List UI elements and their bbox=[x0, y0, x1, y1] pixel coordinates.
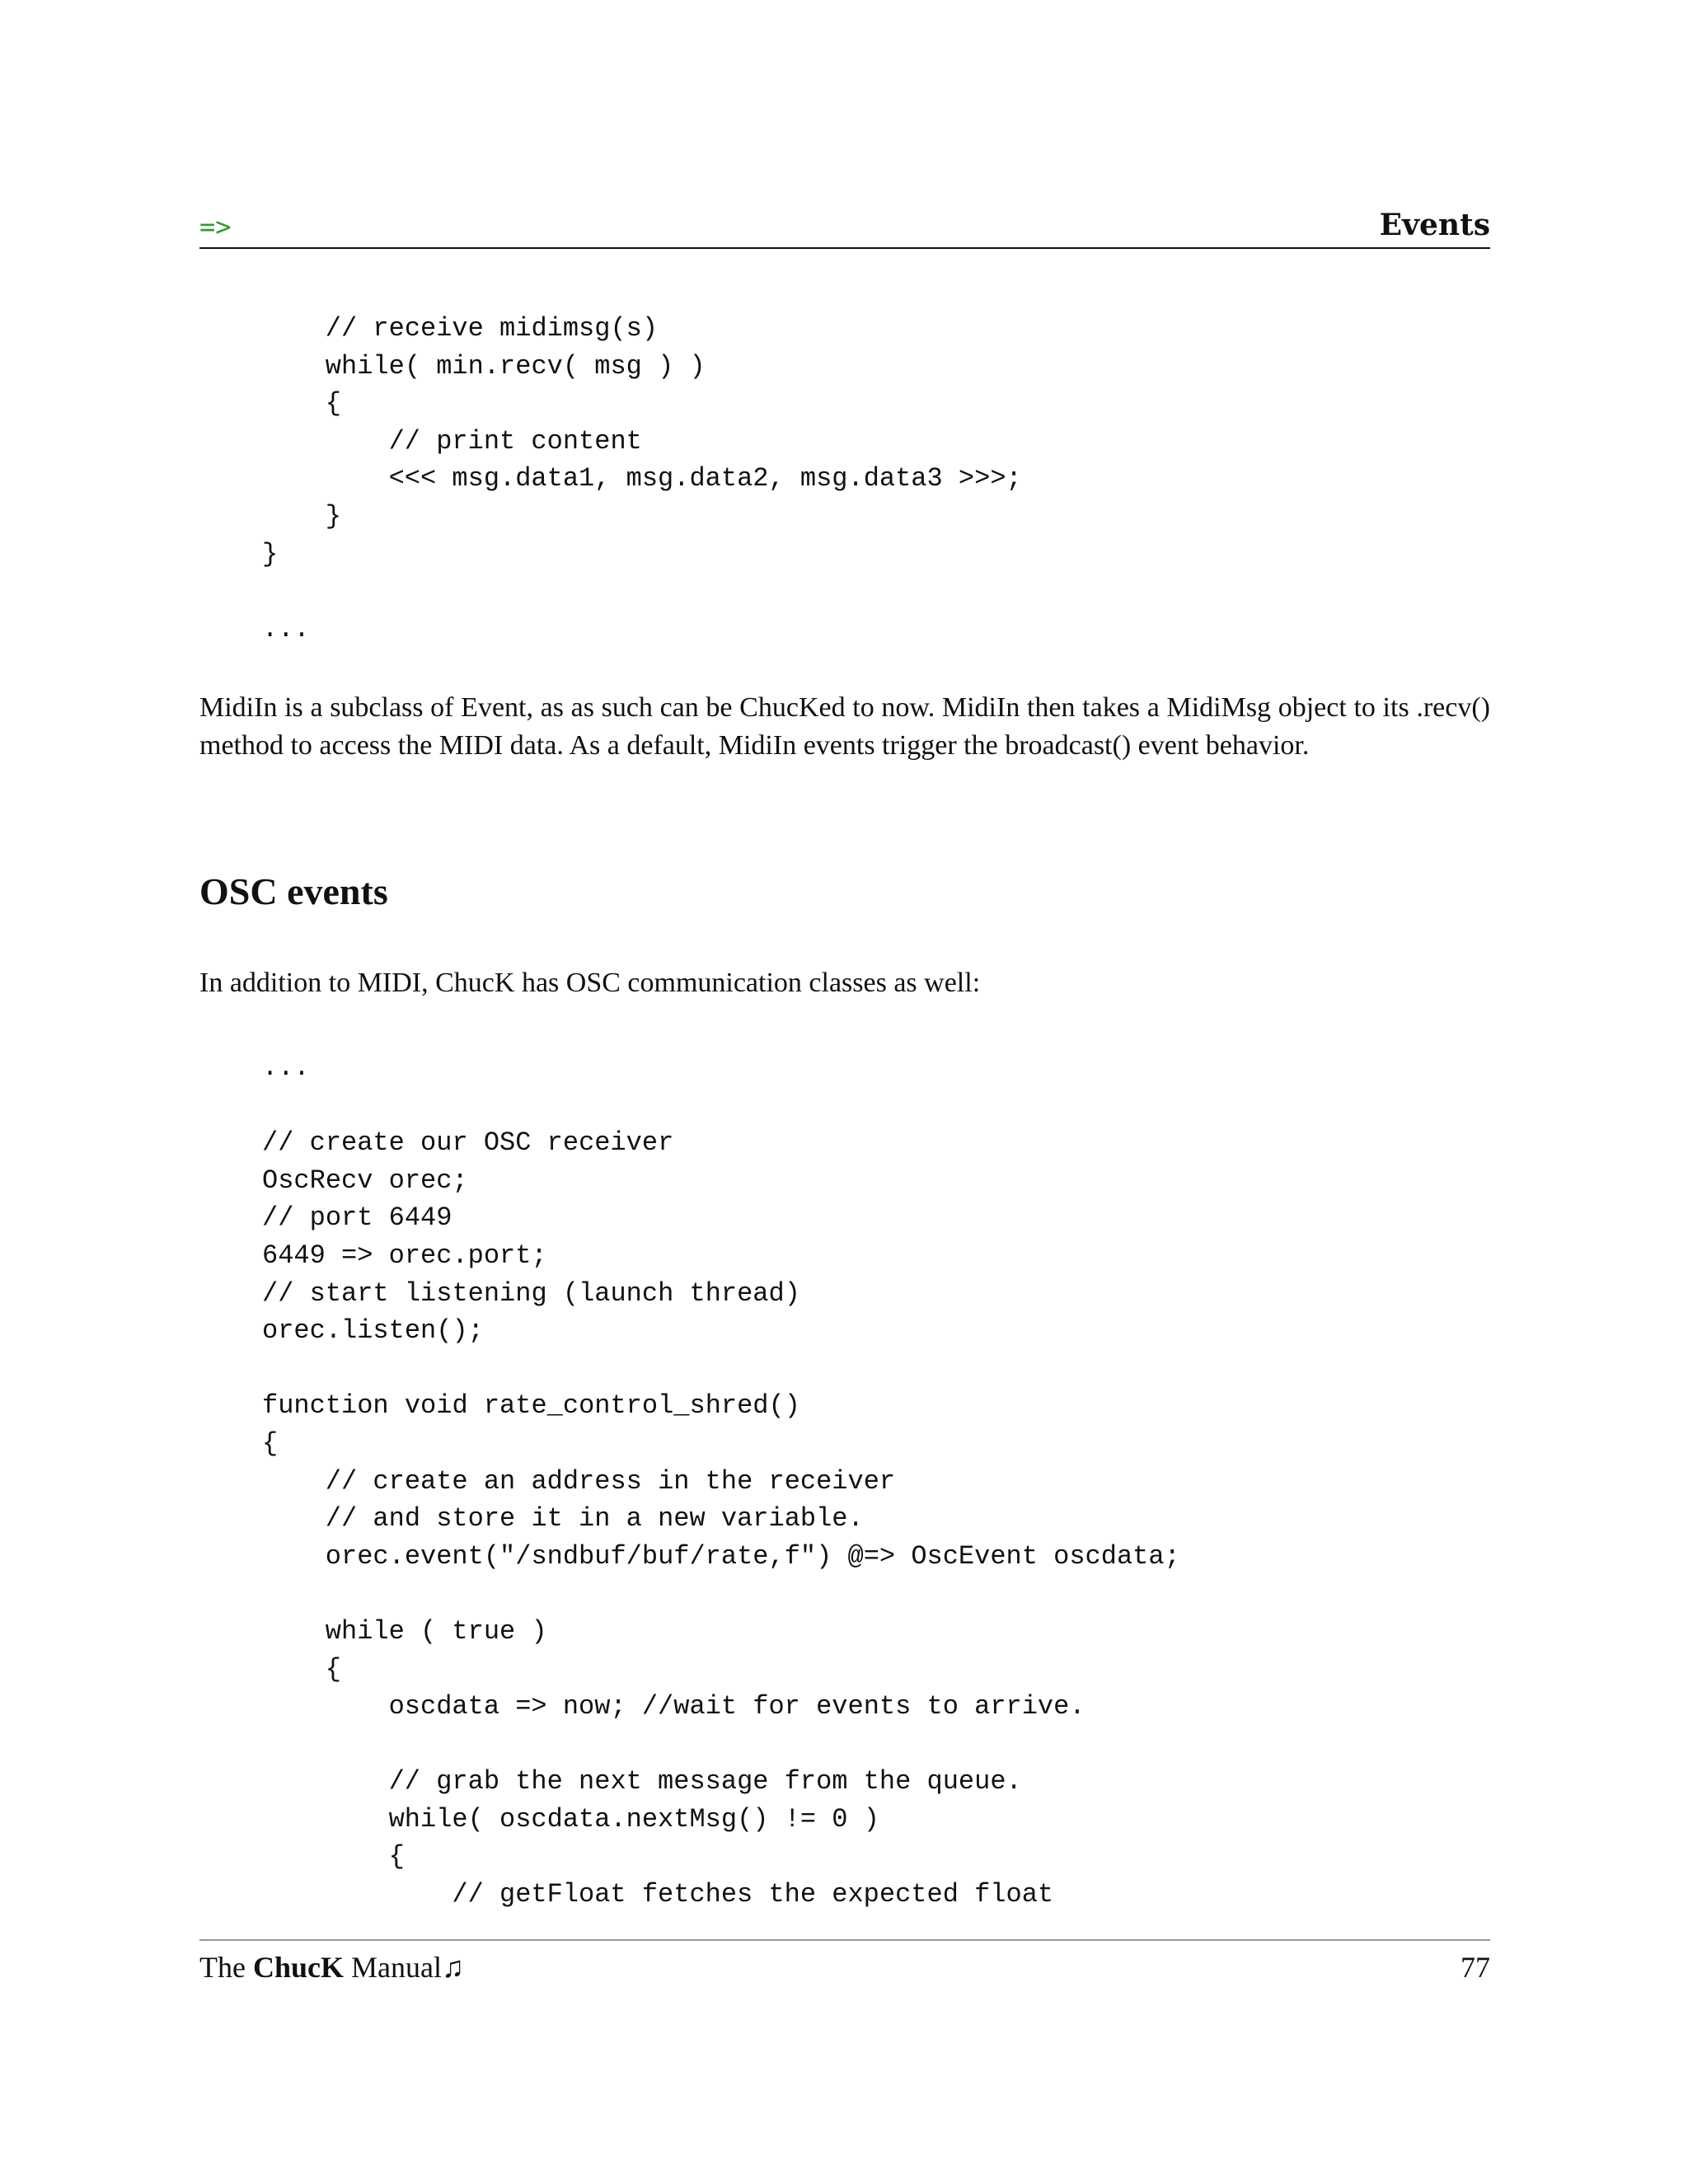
footer-suffix: Manual bbox=[344, 1951, 442, 1984]
code-line: // port 6449 bbox=[262, 1202, 452, 1234]
code-line: // create an address in the receiver bbox=[325, 1465, 896, 1497]
code-line: while( min.recv( msg ) ) bbox=[325, 350, 706, 382]
section-heading: OSC events bbox=[199, 870, 388, 912]
code-line: // grab the next message from the queue. bbox=[388, 1766, 1022, 1797]
code-block-osc bbox=[262, 1049, 1180, 1914]
code-line bbox=[262, 1726, 1180, 1764]
code-line: while ( true ) bbox=[325, 1615, 547, 1647]
footer-rule bbox=[199, 1939, 1490, 1941]
code-line: { bbox=[325, 1653, 341, 1685]
footer-title bbox=[199, 1950, 464, 1985]
footer-brand: ChucK bbox=[252, 1951, 344, 1984]
header-rule bbox=[199, 247, 1490, 249]
code-line: // start listening (launch thread) bbox=[262, 1277, 800, 1309]
code-line: // create our OSC receiver bbox=[262, 1127, 674, 1159]
paragraph-midiin: MidiIn is a subclass of Event, as as such can be ChucKed to now. MidiIn then takes a MidiMsg object to its .recv() method to access the MIDI data. As a default, MidiIn events trigger the broadcast() event behavior. bbox=[199, 692, 1490, 761]
code-line: <<< msg.data1, msg.data2, msg.data3 >>>; bbox=[388, 463, 1022, 494]
code-line bbox=[262, 1350, 1180, 1388]
code-line bbox=[262, 1087, 1180, 1125]
code-line: OscRecv orec; bbox=[262, 1165, 468, 1196]
code-line bbox=[262, 573, 1022, 611]
code-line: { bbox=[325, 388, 341, 419]
footer-prefix: The bbox=[199, 1951, 253, 1984]
page-number: 77 bbox=[1461, 1951, 1490, 1984]
paragraph-osc-intro: In addition to MIDI, ChucK has OSC communication classes as well: bbox=[199, 968, 981, 998]
code-line bbox=[262, 1575, 1180, 1613]
code-line: // receive midimsg(s) bbox=[325, 313, 659, 344]
code-line: // getFloat fetches the expected float bbox=[452, 1879, 1054, 1910]
music-note-icon: ♫ bbox=[441, 1951, 464, 1984]
code-line: ... bbox=[262, 1052, 310, 1083]
code-line: while( oscdata.nextMsg() != 0 ) bbox=[388, 1803, 879, 1835]
code-line: oscdata => now; //wait for events to arrive. bbox=[388, 1691, 1085, 1722]
code-block-midi bbox=[262, 310, 1022, 648]
code-line: // print content bbox=[388, 425, 642, 457]
code-line: } bbox=[325, 500, 341, 532]
code-line: { bbox=[262, 1427, 279, 1459]
code-line: // and store it in a new variable. bbox=[325, 1503, 864, 1535]
code-line: { bbox=[388, 1841, 405, 1872]
code-line: } bbox=[262, 538, 279, 569]
header-arrow: => bbox=[199, 211, 232, 242]
code-line: ... bbox=[262, 613, 310, 644]
code-line: function void rate_control_shred() bbox=[262, 1390, 800, 1422]
code-line: orec.event("/sndbuf/buf/rate,f") @=> OscEvent oscdata; bbox=[325, 1540, 1180, 1572]
code-line: orec.listen(); bbox=[262, 1315, 484, 1347]
code-line: 6449 => orec.port; bbox=[262, 1240, 547, 1271]
header-title: Events bbox=[1379, 208, 1490, 242]
